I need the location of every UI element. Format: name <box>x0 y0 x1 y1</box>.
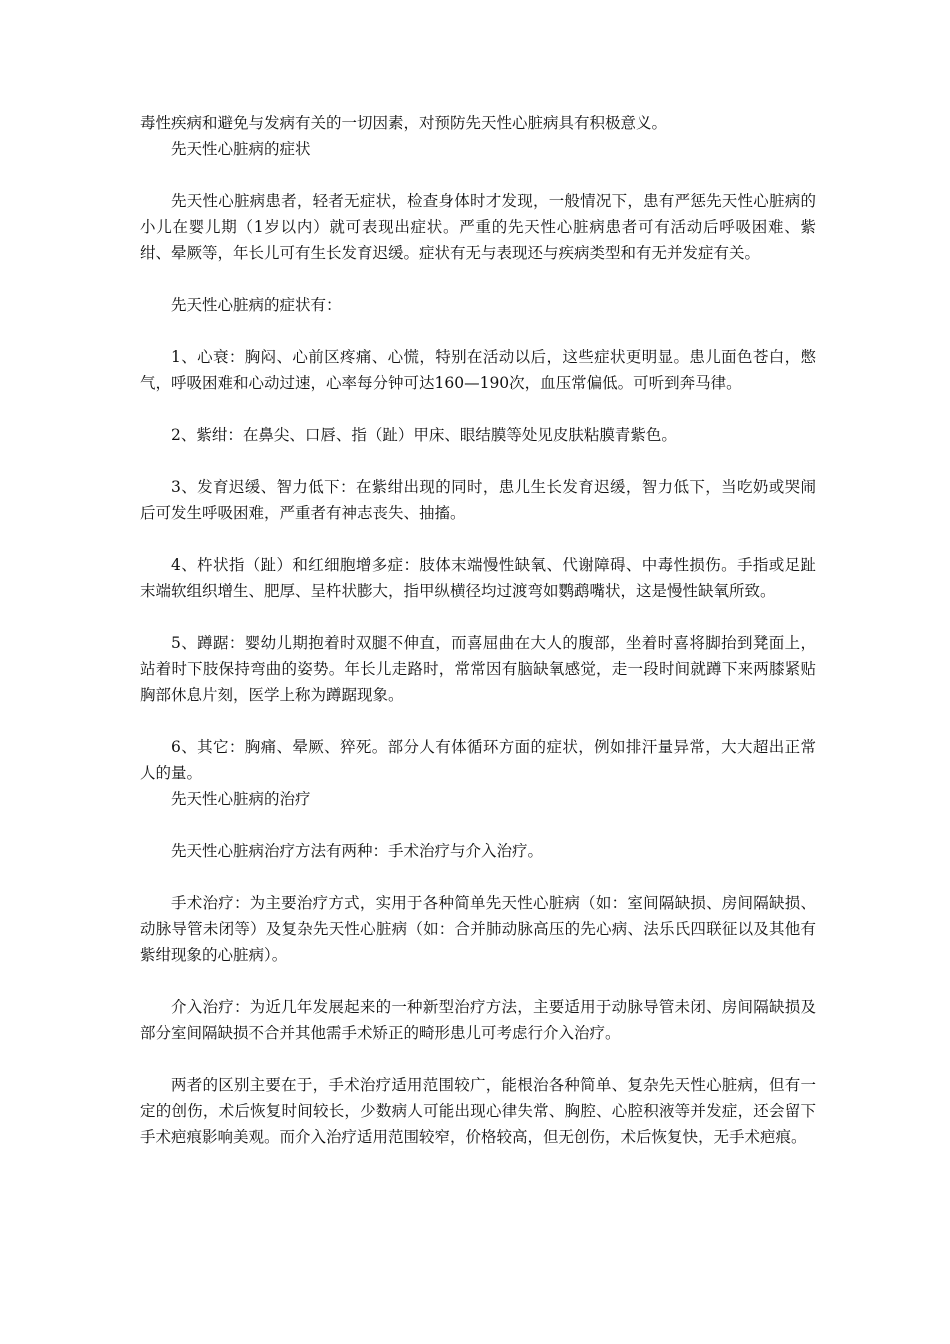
symptom-item-4: 4、杵状指（趾）和红细胞增多症：肢体末端慢性缺氧、代谢障碍、中毒性损伤。手指或足趾末端软组织增生、肥厚、呈杵状膨大，指甲纵横径均过渡弯如鹦鹉嘴状，这是慢性缺氧所致。 <box>140 556 816 600</box>
spacer <box>140 448 816 474</box>
intro-paragraph: 毒性疾病和避免与发病有关的一切因素，对预防先天性心脏病具有积极意义。 <box>140 114 668 132</box>
spacer <box>140 318 816 344</box>
treatment-heading: 先天性心脏病的治疗 <box>171 790 311 808</box>
spacer <box>140 968 816 994</box>
symptom-item-3: 3、发育迟缓、智力低下：在紫绀出现的同时，患儿生长发育迟缓，智力低下，当吃奶或哭闹后可发生呼吸困难，严重者有神志丧失、抽搐。 <box>140 478 816 522</box>
document-body <box>140 110 816 1150</box>
spacer <box>140 396 816 422</box>
symptom-item-5: 5、蹲踞：婴幼儿期抱着时双腿不伸直，而喜屈曲在大人的腹部，坐着时喜将脚抬到凳面上，站着时下肢保持弯曲的姿势。年长儿走路时，常常因有脑缺氧感觉，走一段时间就蹲下来两膝紧贴胸部休息片刻，医学上称为蹲踞现象。 <box>140 634 816 704</box>
spacer <box>140 708 816 734</box>
spacer <box>140 162 816 188</box>
symptoms-heading: 先天性心脏病的症状 <box>171 140 311 158</box>
symptoms-paragraph: 先天性心脏病患者，轻者无症状，检查身体时才发现，一般情况下，患有严惩先天性心脏病的小儿在婴儿期（1岁以内）就可表现出症状。严重的先天性心脏病患者可有活动后呼吸困难、紫绀、晕厥等，年长儿可有生长发育迟缓。症状有无与表现还与疾病类型和有无并发症有关。 <box>140 192 816 262</box>
spacer <box>140 812 816 838</box>
treatment-intro: 先天性心脏病治疗方法有两种：手术治疗与介入治疗。 <box>171 842 544 860</box>
spacer <box>140 1046 816 1072</box>
spacer <box>140 266 816 292</box>
spacer <box>140 864 816 890</box>
symptom-item-1: 1、心衰：胸闷、心前区疼痛、心慌，特别在活动以后，这些症状更明显。患儿面色苍白，憋气，呼吸困难和心动过速，心率每分钟可达160—190次，血压常偏低。可听到奔马律。 <box>140 348 816 392</box>
symptoms-list-intro: 先天性心脏病的症状有： <box>171 296 342 314</box>
spacer <box>140 604 816 630</box>
intervention-paragraph: 介入治疗：为近几年发展起来的一种新型治疗方法，主要适用于动脉导管未闭、房间隔缺损及部分室间隔缺损不合并其他需手术矫正的畸形患儿可考虑行介入治疗。 <box>140 998 816 1042</box>
symptom-item-6: 6、其它：胸痛、晕厥、猝死。部分人有体循环方面的症状，例如排汗量异常，大大超出正常人的量。 <box>140 738 816 782</box>
difference-paragraph: 两者的区别主要在于，手术治疗适用范围较广，能根治各种简单、复杂先天性心脏病，但有一定的创伤，术后恢复时间较长，少数病人可能出现心律失常、胸腔、心腔积液等并发症，还会留下手术疤痕影响美观。而介入治疗适用范围较窄，价格较高，但无创伤，术后恢复快，无手术疤痕。 <box>140 1076 816 1146</box>
spacer <box>140 526 816 552</box>
symptom-item-2: 2、紫绀：在鼻尖、口唇、指（趾）甲床、眼结膜等处见皮肤粘膜青紫色。 <box>171 426 677 444</box>
surgery-paragraph: 手术治疗：为主要治疗方式，实用于各种简单先天性心脏病（如：室间隔缺损、房间隔缺损、动脉导管未闭等）及复杂先天性心脏病（如：合并肺动脉高压的先心病、法乐氏四联征以及其他有紫绀现象的心脏病）。 <box>140 894 816 964</box>
